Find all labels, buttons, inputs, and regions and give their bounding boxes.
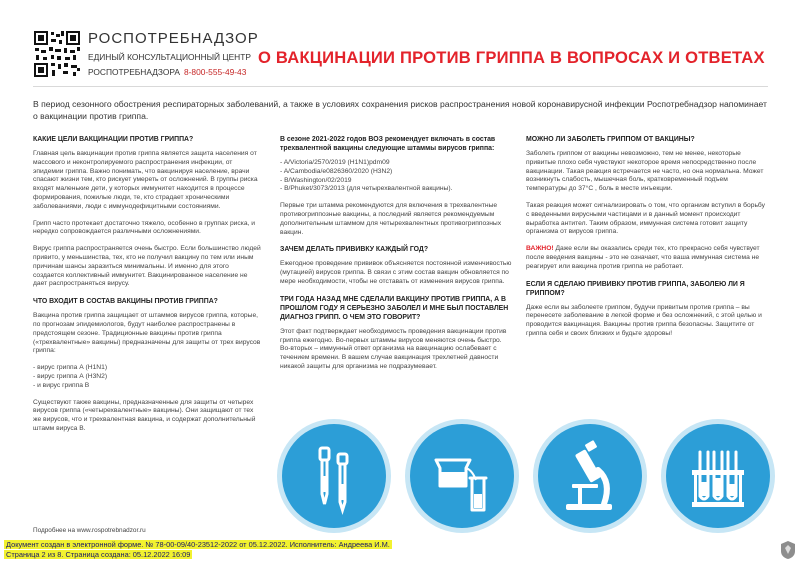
- stamp-line-2: Страница 2 из 8. Страница создана: 05.12.2022 16:09: [6, 550, 191, 559]
- answer-paragraph: Главная цель вакцинации против гриппа является защита населения от массового и неконтролируемого распространения инфекции, от эпидемии гриппа. Важно понимать, что вакцинируя население, врачи спасают жизни тем, кто рискует умереть от осложнений. В группы риска входят маленькие дети, у которых иммунитет находится в процессе формирования, пожилые люди, те, кто страдает хроническими заболеваниями, люди с иммунодефицитными состояниями.: [33, 150, 258, 210]
- strain-list: [33, 364, 261, 390]
- document-stamp: [0, 537, 800, 565]
- source-link: Подробнее на www.rospotrebnadzor.ru: [33, 527, 146, 534]
- org-name: РОСПОТРЕБНАДЗОР: [88, 30, 259, 47]
- answer-paragraph: Ежегодное проведение прививок объясняется постоянной изменчивостью (мутацией) вирусов гриппа. В связи с этим состав вакцин обновляется по мере необходимости, чтобы не отставать от изменения вирусов гриппа.: [280, 260, 512, 285]
- list-item: - и вирус гриппа В: [33, 381, 90, 389]
- answer-paragraph: Первые три штамма рекомендуются для включения в трехвалентные противогриппозные вакцины, а последний является рекомендуемым дополнительным штаммом для четырехвалентных противогриппозных вакцин.: [280, 202, 502, 236]
- answer-paragraph: Вирус гриппа распространяется очень быстро. Если большинство людей привито, у меньшинства, тех, кто не получил вакцину по тем или иным причинам шансы заразиться минимальны. И именно для этого создается коллективный иммунитет. Вакцинированное население не дает распространяться вирусу.: [33, 245, 261, 288]
- list-item: - B/Washington/02/2019: [280, 176, 352, 184]
- question-heading: ТРИ ГОДА НАЗАД МНЕ СДЕЛАЛИ ВАКЦИНУ ПРОТИВ ГРИППА, А В ПРОШЛОМ ГОДУ Я СЕРЬЕЗНО ЗАБОЛЕЛ И МНЕ БЫЛ ПОСТАВЛЕН ДИАГНОЗ ГРИПП. О ЧЕМ ЭТО ГОВОРИТ?: [280, 295, 509, 321]
- test-tubes-icon: [666, 424, 770, 528]
- org-subtitle-1: ЕДИНЫЙ КОНСУЛЬТАЦИОННЫЙ ЦЕНТР: [88, 52, 251, 62]
- column-3: [526, 135, 766, 347]
- flask-icon: [410, 424, 514, 528]
- microscope-icon: [538, 424, 642, 528]
- warning-label: ВАЖНО!: [526, 245, 554, 253]
- question-heading: В сезоне 2021-2022 годов ВОЗ рекомендует включать в состав трехвалентной вакцины следующие штаммы вирусов гриппа:: [280, 136, 496, 152]
- answer-paragraph: [526, 245, 766, 271]
- hotline-phone: 8-800-555-49-43: [183, 67, 247, 77]
- qr-code-icon: [33, 30, 81, 78]
- illustration-row: [282, 424, 772, 528]
- answer-paragraph: Этот факт подтверждает необходимость проведения вакцинации против гриппа ежегодно. Во-первых штаммы вирусов меняются очень быстро. Во-вторых – иммунный ответ организма на вакцинацию ослабевает с течением времени. В вашем случае вакцинация трехлетней давности никакой защиты для организма не подразумевает.: [280, 327, 507, 370]
- intro-text: В период сезонного обострения респираторных заболеваний, а также в условиях сохранения рисков распространения новой коронавирусной инфекции Роспотребнадзор напоминает о вакцинации против гриппа.: [33, 99, 767, 121]
- question-heading: ЗАЧЕМ ДЕЛАТЬ ПРИВИВКУ КАЖДЫЙ ГОД?: [280, 246, 429, 254]
- list-item: - A/Cambodia/e0826360/2020 (H3N2): [280, 167, 393, 175]
- list-item: - вирус гриппа А (H3N2): [33, 372, 108, 380]
- answer-paragraph: Грипп часто протекает достаточно тяжело, особенно в группах риска, и нередко сопровождается различными осложнениями.: [33, 219, 255, 236]
- question-heading: ЕСЛИ Я СДЕЛАЮ ПРИВИВКУ ПРОТИВ ГРИППА, ЗАБОЛЕЮ ЛИ Я ГРИППОМ?: [526, 280, 745, 297]
- question-heading: ЧТО ВХОДИТ В СОСТАВ ВАКЦИНЫ ПРОТИВ ГРИППА?: [33, 298, 218, 306]
- emblem-icon: [780, 540, 796, 560]
- answer-paragraph: Существуют также вакцины, предназначенные для защиты от четырех вирусов гриппа («четырехвалентные» вакцины). Они защищают от тех же вирусов, что и трехвалентная вакцина, и содержат дополнительный штамм вируса В.: [33, 398, 256, 432]
- column-2: [280, 135, 512, 380]
- answer-paragraph: Даже если вы заболеете гриппом, будучи привитым против гриппа – вы перенесете заболевание в легкой форме и без осложнений, с этой целью и проводится вакцинация. Вакцины против гриппа безопасны. Защитите от гриппа себя и своих близких и будьте здоровы!: [526, 303, 762, 337]
- answer-paragraph: Заболеть гриппом от вакцины невозможно, тем не менее, некоторые привитые плохо себя чувствуют некоторое время непосредственно после вакцинации. Такая реакция встречается не часто, но она нормальна. Может возникнуть слабость, мышечная боль, кратковременный подъем температуры до 37°С , боль в месте инъекции.: [526, 150, 764, 193]
- list-item: - B/Phuket/3073/2013 (для четырехвалентной вакцины).: [280, 185, 453, 193]
- question-heading: КАКИЕ ЦЕЛИ ВАКЦИНАЦИИ ПРОТИВ ГРИППА?: [33, 136, 194, 143]
- warning-text: Даже если вы оказались среди тех, кто прекрасно себя чувствует после введения вакцины - это не означает, что ваша иммунная система не реагирует или вакцина против гриппа не работает.: [526, 245, 760, 270]
- header-divider: [33, 86, 768, 87]
- org-subtitle-2-text: РОСПОТРЕБНАДЗОРА: [88, 67, 180, 77]
- page-title: О ВАКЦИНАЦИИ ПРОТИВ ГРИППА В ВОПРОСАХ И ОТВЕТАХ: [258, 48, 765, 67]
- list-item: - A/Victoria/2570/2019 (H1N1)pdm09: [280, 159, 390, 166]
- stamp-line-1: Документ создан в электронной форме. № 78-00-09/40-23512-2022 от 05.12.2022. Исполнитель: Андреева И.М.: [6, 540, 390, 549]
- pipette-icon: [282, 424, 386, 528]
- list-item: - вирус гриппа А (H1N1): [33, 364, 108, 372]
- column-1: [33, 135, 261, 442]
- answer-paragraph: Такая реакция может сигнализировать о том, что организм вступил в борьбу с введенными вирусными частицами и в данный момент происходит выработка антител. Таким образом, иммунная система готовит защиту организма от вирусов гриппа.: [526, 201, 765, 236]
- org-subtitle-2: [88, 67, 288, 78]
- who-strain-list: [280, 159, 512, 194]
- question-heading: МОЖНО ЛИ ЗАБОЛЕТЬ ГРИППОМ ОТ ВАКЦИНЫ?: [526, 136, 695, 143]
- answer-paragraph: Вакцина против гриппа защищает от штаммов вирусов гриппа, которые, по прогнозам эпидемиологов, будут наиболее распространены в предстоящем сезоне. Традиционные вакцины против гриппа («трехвалентные» вакцины) предназначены для защиты от трех вирусов гриппа:: [33, 312, 261, 355]
